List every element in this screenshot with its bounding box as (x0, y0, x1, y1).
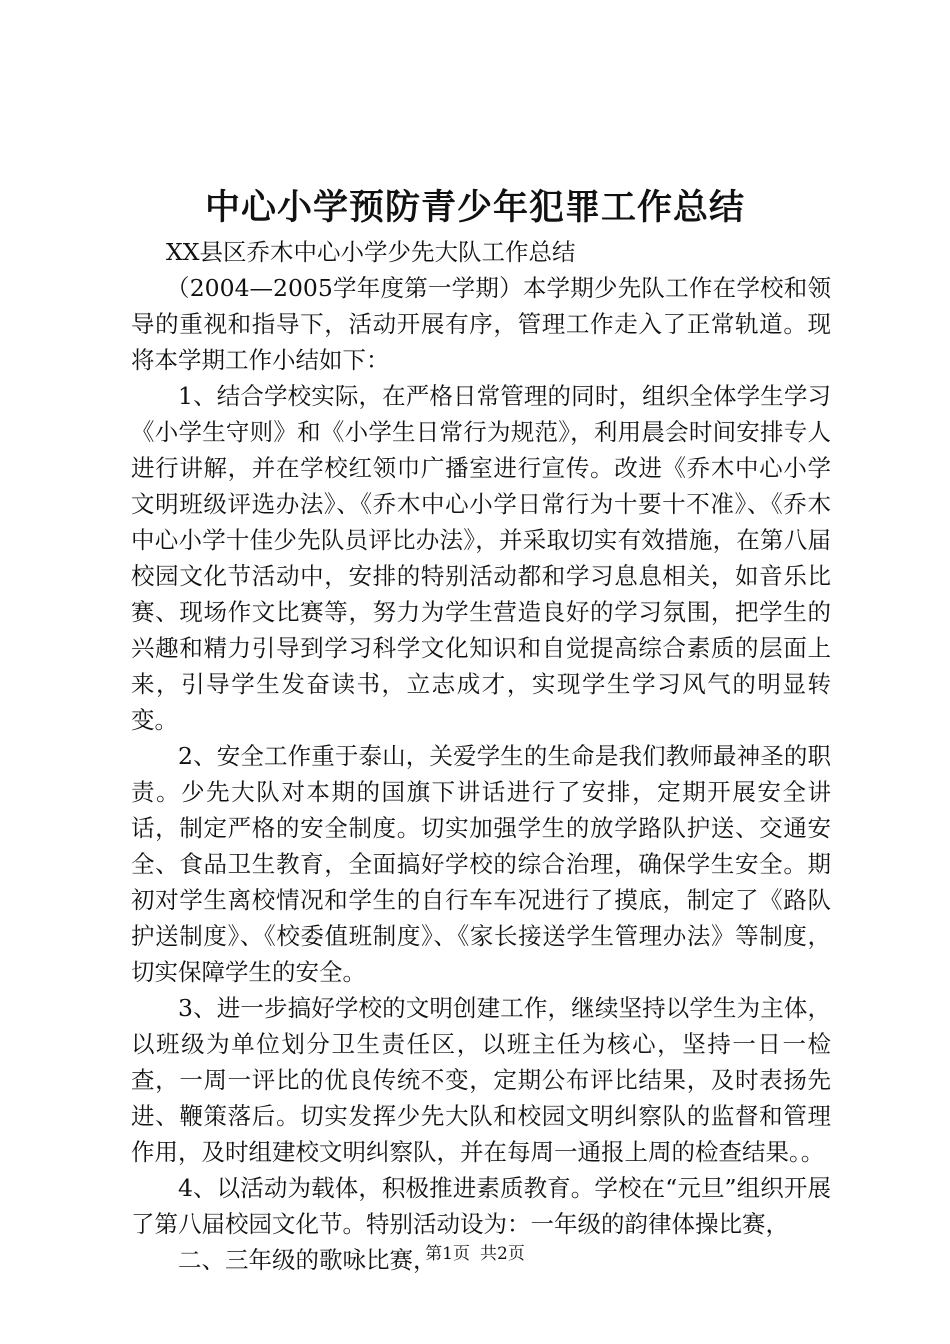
paragraph-item-2: 2、安全工作重于泰山，关爱学生的生命是我们教师最神圣的职责。少先大队对本期的国旗下讲话进行了安排，定期开展安全讲话，制定严格的安全制度。切实加强学生的放学路队护送、交通安全、食品卫生教育，全面搞好学校的综合治理，确保学生安全。期初对学生离校情况和学生的自行车车况进行了摸底，制定了《路队护送制度》、《校委值班制度》、《家长接送学生管理办法》等制度，切实保障学生的安全。 (131, 742, 831, 986)
page-footer (0, 1242, 950, 1266)
paragraph-item-1: 1、结合学校实际，在严格日常管理的同时，组织全体学生学习《小学生守则》和《小学生日常行为规范》，利用晨会时间安排专人进行讲解，并在学校红领巾广播室进行宣传。改进《乔木中心小学文明班级评选办法》、《乔木中心小学日常行为十要十不准》、《乔木中心小学十佳少先队员评比办法》，并采取切实有效措施，在第八届校园文化节活动中，安排的特别活动都和学习息息相关，如音乐比赛、现场作文比赛等，努力为学生营造良好的学习氛围，把学生的兴趣和精力引导到学习科学文化知识和自觉提高综合素质的层面上来，引导学生发奋读书，立志成才，实现学生学习风气的明显转变。 (131, 382, 831, 734)
page-total: 共2页 (480, 1244, 525, 1264)
paragraph-item-4-continued: 二、三年级的歌咏比赛， (178, 1246, 437, 1274)
paragraph-heading: XX县区乔木中心小学少先大队工作总结 (166, 238, 576, 266)
page-number: 第1页 (425, 1244, 470, 1264)
paragraph-item-4: 4、以活动为载体，积极推进素质教育。学校在“元旦”组织开展了第八届校园文化节。特别活动设为：一年级的韵律体操比赛， (131, 1174, 831, 1238)
document-body (131, 234, 831, 1278)
paragraph-item-3: 3、进一步搞好学校的文明创建工作，继续坚持以学生为主体，以班级为单位划分卫生责任区，以班主任为核心，坚持一日一检查，一周一评比的优良传统不变，定期公布评比结果，及时表扬先进、鞭策落后。切实发挥少先大队和校园文明纠察队的监督和管理作用，及时组建校文明纠察队，并在每周一通报上周的检查结果。。 (131, 994, 831, 1166)
paragraph-intro: （2004—2005学年度第一学期）本学期少先队工作在学校和领导的重视和指导下，活动开展有序，管理工作走入了正常轨道。现将本学期工作小结如下： (131, 274, 831, 374)
document-title: 中心小学预防青少年犯罪工作总结 (204, 187, 745, 228)
